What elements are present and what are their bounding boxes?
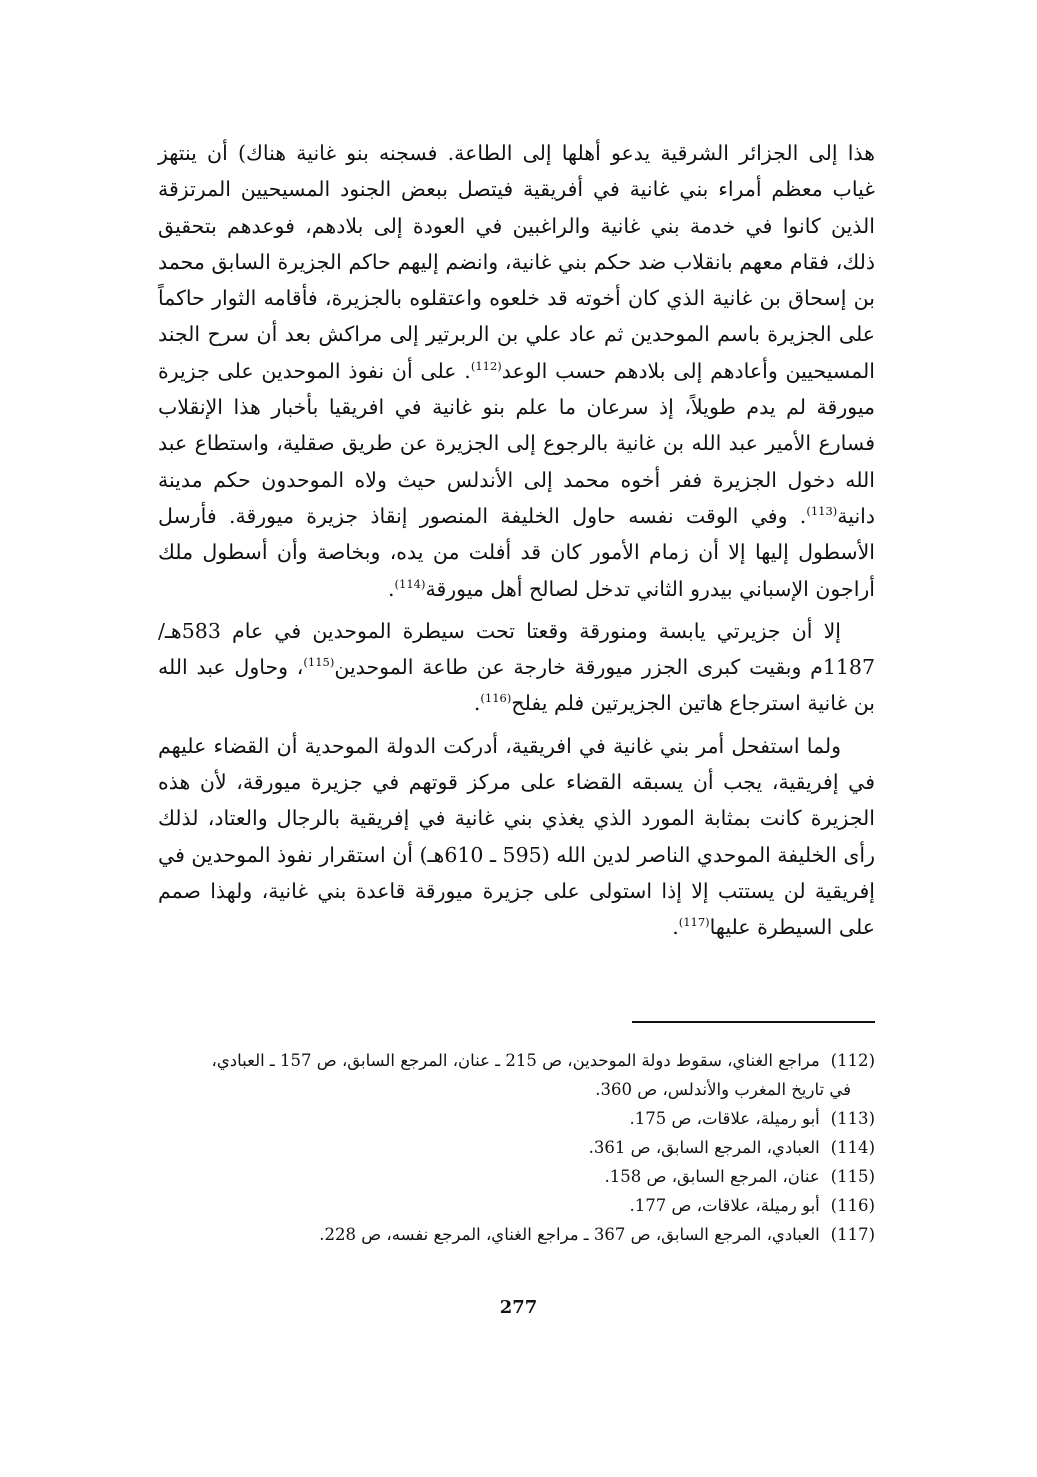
footnotes	[140, 1046, 875, 1249]
footnote-text: مراجع الغناي، سقوط دولة الموحدين، ص 215 ـ عنان، المرجع السابق، ص 157 ـ العبادي،	[211, 1051, 820, 1070]
footnote-ref-112: (112)	[470, 358, 502, 373]
paragraph-2-text-c: .	[473, 691, 481, 716]
footnote-text: العبادي، المرجع السابق، ص 361.	[588, 1138, 820, 1157]
paragraph-1-text-d: .	[387, 576, 395, 601]
paragraph-3	[158, 728, 875, 946]
footnote-text: عنان، المرجع السابق، ص 158.	[604, 1167, 820, 1186]
footnote-number: (112)	[830, 1051, 875, 1070]
footnote	[140, 1220, 875, 1249]
paragraph-2-text-a: إلا أن جزيرتي يابسة ومنورقة وقعتا تحت سيطرة الموحدين في عام 583هـ/ 1187م وبقيت كبرى الجزر ميورقة خارجة عن طاعة الموحدين	[158, 618, 875, 680]
footnote-text: أبو رميلة، علاقات، ص 177.	[629, 1196, 820, 1215]
footnote	[140, 1162, 875, 1191]
footnote	[140, 1191, 875, 1220]
paragraph-1-text-c: . وفي الوقت نفسه حاول الخليفة المنصور إنقاذ جزيرة ميورقة. فأرسل الأسطول إليها إلا أن زمام الأمور كان قد أفلت من يده، وبخاصة وأن أسطول ملك أراجون الإسباني بيدرو الثاني تدخل لصالح أهل ميورقة	[158, 503, 875, 601]
footnote-ref-117: (117)	[678, 915, 710, 930]
paragraph-1	[158, 135, 875, 607]
footnote-number: (114)	[830, 1138, 875, 1157]
paragraph-2-text-b: ، وحاول عبد الله بن غانية استرجاع هاتين الجزيرتين فلم يفلح	[158, 655, 875, 716]
paragraph-3-text-a: ولما استفحل أمر بني غانية في افريقية، أدركت الدولة الموحدية أن القضاء عليهم في إفريقية، يجب أن يسبقه القضاء على مركز قوتهم في جزيرة ميورقة، لأن هذه الجزيرة كانت بمثابة المورد الذي يغذي بني غانية في إفريقية بالرجال والعتاد، لذلك رأى الخليفة الموحدي الناصر لدين الله (595 ـ 610هـ) أن استقرار نفوذ الموحدين في إفريقية لن يستتب إلا إذا استولى على جزيرة ميورقة قاعدة بني غانية، ولهذا صمم على السيطرة عليها	[158, 733, 875, 940]
footnote	[140, 1133, 875, 1162]
footnote	[140, 1104, 875, 1133]
footnote	[140, 1046, 875, 1104]
footnote-text: أبو رميلة، علاقات، ص 175.	[629, 1109, 820, 1128]
footnote-separator	[632, 1021, 875, 1023]
paragraph-1-text-b: . على أن نفوذ الموحدين على جزيرة ميورقة لم يدم طويلاً، إذ سرعان ما علم بنو غانية في افريقيا بأخبار هذا الإنقلاب فسارع الأمير عبد الله بن غانية بالرجوع إلى الجزيرة عن طريق صقلية، واستطاع عبد الله دخول الجزيرة ففر أخوه محمد إلى الأندلس حيث ولاه الموحدون حكم مدينة دانية	[158, 358, 875, 528]
paragraph-1-text-a: هذا إلى الجزائر الشرقية يدعو أهلها إلى الطاعة. فسجنه بنو غانية هناك) أن ينتهز غياب معظم أمراء بني غانية في أفريقية فيتصل ببعض الجنود المسيحيين المرتزقة الذين كانوا في خدمة بني غانية والراغبين في العودة إلى بلادهم، فوعدهم بتحقيق ذلك، فقام معهم بانقلاب ضد حكم بني غانية، وانضم إليهم حاكم الجزيرة السابق محمد بن إسحاق بن غانية الذي كان أخوته قد خلعوه واعتقلوه بالجزيرة، فأقامه الثوار حاكماً على الجزيرة باسم الموحدين ثم عاد علي بن الربرتير إلى مراكش بعد أن سرح الجند المسيحيين وأعادهم إلى بلادهم حسب الوعد	[158, 141, 875, 383]
footnote-ref-114: (114)	[394, 576, 426, 591]
main-text	[158, 135, 875, 946]
paragraph-2	[158, 613, 875, 722]
page-number: 277	[499, 1297, 538, 1318]
footnote-number: (115)	[830, 1167, 875, 1186]
footnote-continuation: في تاريخ المغرب والأندلس، ص 360.	[595, 1080, 851, 1099]
footnote-number: (113)	[830, 1109, 875, 1128]
footnote-ref-115: (115)	[303, 655, 335, 670]
footnote-ref-116: (116)	[480, 691, 512, 706]
footnote-number: (117)	[830, 1225, 875, 1244]
footnote-text: العبادي، المرجع السابق، ص 367 ـ مراجع الغناي، المرجع نفسه، ص 228.	[319, 1225, 820, 1244]
footnote-number: (116)	[830, 1196, 875, 1215]
footnote-ref-113: (113)	[806, 503, 838, 518]
paragraph-3-text-b: .	[672, 915, 679, 940]
